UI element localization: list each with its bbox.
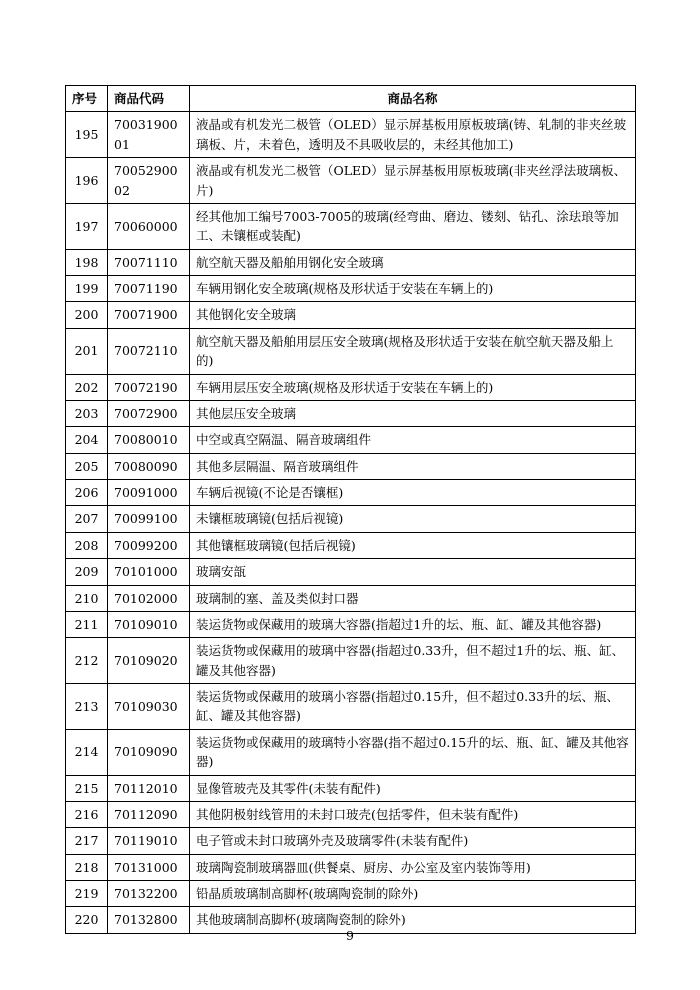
table-row xyxy=(66,302,636,328)
code-cell: 70132200 xyxy=(108,881,190,907)
code-cell: 70099200 xyxy=(108,532,190,558)
name-cell: 其他层压安全玻璃 xyxy=(190,400,636,426)
name-cell: 装运货物或保藏用的玻璃小容器(指超过0.15升，但不超过0.33升的坛、瓶、缸、罐及其他容器) xyxy=(190,684,636,730)
table-row xyxy=(66,801,636,827)
code-cell: 70109090 xyxy=(108,729,190,775)
table-row xyxy=(66,328,636,374)
name-cell: 装运货物或保藏用的玻璃中容器(指超过0.33升，但不超过1升的坛、瓶、缸、罐及其他容器) xyxy=(190,638,636,684)
code-cell: 7005290002 xyxy=(108,158,190,204)
name-cell: 其他镶框玻璃镜(包括后视镜) xyxy=(190,532,636,558)
code-cell: 70119010 xyxy=(108,828,190,854)
table-row xyxy=(66,400,636,426)
code-cell: 7003190001 xyxy=(108,112,190,158)
name-cell: 未镶框玻璃镜(包括后视镜) xyxy=(190,506,636,532)
table-row xyxy=(66,729,636,775)
code-cell: 70109010 xyxy=(108,611,190,637)
code-cell: 70101000 xyxy=(108,559,190,585)
code-cell: 70071190 xyxy=(108,276,190,302)
code-cell: 70099100 xyxy=(108,506,190,532)
code-cell: 70109020 xyxy=(108,638,190,684)
commodity-table xyxy=(65,85,636,934)
serial-cell: 205 xyxy=(66,453,108,479)
serial-cell: 209 xyxy=(66,559,108,585)
serial-cell: 219 xyxy=(66,881,108,907)
name-cell: 玻璃制的塞、盖及类似封口器 xyxy=(190,585,636,611)
name-cell: 铅晶质玻璃制高脚杯(玻璃陶瓷制的除外) xyxy=(190,881,636,907)
table-row xyxy=(66,249,636,275)
serial-cell: 211 xyxy=(66,611,108,637)
serial-cell: 195 xyxy=(66,112,108,158)
code-cell: 70072190 xyxy=(108,374,190,400)
code-cell: 70131000 xyxy=(108,854,190,880)
serial-cell: 202 xyxy=(66,374,108,400)
serial-cell: 220 xyxy=(66,907,108,933)
page-number: 9 xyxy=(346,928,354,943)
name-cell: 其他阴极射线管用的未封口玻壳(包括零件，但未装有配件) xyxy=(190,801,636,827)
table-row xyxy=(66,638,636,684)
table-row xyxy=(66,854,636,880)
name-cell: 液晶或有机发光二极管（OLED）显示屏基板用原板玻璃(非夹丝浮法玻璃板、片) xyxy=(190,158,636,204)
serial-cell: 213 xyxy=(66,684,108,730)
serial-cell: 212 xyxy=(66,638,108,684)
serial-cell: 210 xyxy=(66,585,108,611)
table-row xyxy=(66,532,636,558)
name-cell: 装运货物或保藏用的玻璃特小容器(指不超过0.15升的坛、瓶、缸、罐及其他容器) xyxy=(190,729,636,775)
name-cell: 航空航天器及船舶用钢化安全玻璃 xyxy=(190,249,636,275)
name-cell: 其他多层隔温、隔音玻璃组件 xyxy=(190,453,636,479)
header-code: 商品代码 xyxy=(108,86,190,112)
serial-cell: 203 xyxy=(66,400,108,426)
serial-cell: 201 xyxy=(66,328,108,374)
name-cell: 显像管玻壳及其零件(未装有配件) xyxy=(190,775,636,801)
table-row xyxy=(66,453,636,479)
serial-cell: 196 xyxy=(66,158,108,204)
name-cell: 其他玻璃制高脚杯(玻璃陶瓷制的除外) xyxy=(190,907,636,933)
serial-cell: 197 xyxy=(66,203,108,249)
code-cell: 70102000 xyxy=(108,585,190,611)
code-cell: 70080090 xyxy=(108,453,190,479)
name-cell: 中空或真空隔温、隔音玻璃组件 xyxy=(190,427,636,453)
table-row xyxy=(66,203,636,249)
serial-cell: 215 xyxy=(66,775,108,801)
serial-cell: 204 xyxy=(66,427,108,453)
name-cell: 玻璃陶瓷制玻璃器皿(供餐桌、厨房、办公室及室内装饰等用) xyxy=(190,854,636,880)
table-row xyxy=(66,427,636,453)
serial-cell: 206 xyxy=(66,480,108,506)
table-body xyxy=(66,112,636,933)
code-cell: 70071900 xyxy=(108,302,190,328)
code-cell: 70112010 xyxy=(108,775,190,801)
code-cell: 70112090 xyxy=(108,801,190,827)
serial-cell: 218 xyxy=(66,854,108,880)
serial-cell: 199 xyxy=(66,276,108,302)
name-cell: 装运货物或保藏用的玻璃大容器(指超过1升的坛、瓶、缸、罐及其他容器) xyxy=(190,611,636,637)
name-cell: 车辆用钢化安全玻璃(规格及形状适于安装在车辆上的) xyxy=(190,276,636,302)
name-cell: 车辆用层压安全玻璃(规格及形状适于安装在车辆上的) xyxy=(190,374,636,400)
serial-cell: 217 xyxy=(66,828,108,854)
table-header xyxy=(66,86,636,112)
serial-cell: 207 xyxy=(66,506,108,532)
table-row xyxy=(66,276,636,302)
code-cell: 70060000 xyxy=(108,203,190,249)
code-cell: 70091000 xyxy=(108,480,190,506)
code-cell: 70071110 xyxy=(108,249,190,275)
name-cell: 液晶或有机发光二极管（OLED）显示屏基板用原板玻璃(铸、轧制的非夹丝玻璃板、片，未着色，透明及不具吸收层的，未经其他加工) xyxy=(190,112,636,158)
table-row xyxy=(66,374,636,400)
name-cell: 车辆后视镜(不论是否镶框) xyxy=(190,480,636,506)
name-cell: 玻璃安瓿 xyxy=(190,559,636,585)
code-cell: 70072900 xyxy=(108,400,190,426)
table-row xyxy=(66,480,636,506)
header-row xyxy=(66,86,636,112)
serial-cell: 208 xyxy=(66,532,108,558)
table-row xyxy=(66,684,636,730)
header-name: 商品名称 xyxy=(190,86,636,112)
serial-cell: 200 xyxy=(66,302,108,328)
table-row xyxy=(66,611,636,637)
table-row xyxy=(66,506,636,532)
code-cell: 70072110 xyxy=(108,328,190,374)
table-row xyxy=(66,559,636,585)
name-cell: 经其他加工编号7003-7005的玻璃(经弯曲、磨边、镂刻、钻孔、涂珐琅等加工、未镶框或装配) xyxy=(190,203,636,249)
serial-cell: 216 xyxy=(66,801,108,827)
table-row xyxy=(66,775,636,801)
serial-cell: 198 xyxy=(66,249,108,275)
name-cell: 其他钢化安全玻璃 xyxy=(190,302,636,328)
serial-cell: 214 xyxy=(66,729,108,775)
table-row xyxy=(66,585,636,611)
header-serial: 序号 xyxy=(66,86,108,112)
table-row xyxy=(66,158,636,204)
code-cell: 70132800 xyxy=(108,907,190,933)
code-cell: 70109030 xyxy=(108,684,190,730)
name-cell: 电子管或未封口玻璃外壳及玻璃零件(未装有配件) xyxy=(190,828,636,854)
table-row xyxy=(66,828,636,854)
table-row xyxy=(66,881,636,907)
name-cell: 航空航天器及船舶用层压安全玻璃(规格及形状适于安装在航空航天器及船上的) xyxy=(190,328,636,374)
table-row xyxy=(66,112,636,158)
code-cell: 70080010 xyxy=(108,427,190,453)
